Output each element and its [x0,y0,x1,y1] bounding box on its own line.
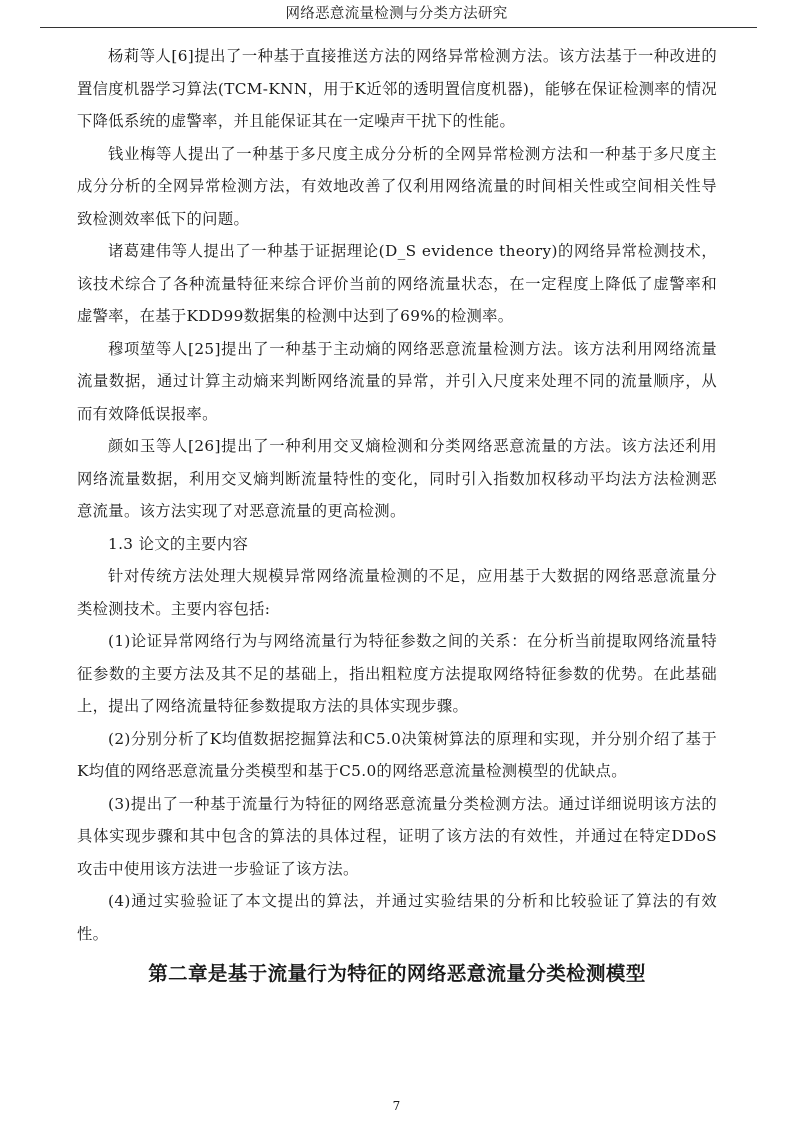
list-item-1: (1)论证异常网络行为与网络流量行为特征参数之间的关系：在分析当前提取网络流量特征参数的主要方法及其不足的基础上，指出粗粒度方法提取网络特征参数的优势。在此基础上，提出了网络流量特征参数提取方法的具体实现步骤。 [77,632,717,715]
paragraph-yan-ruyu: 颜如玉等人[26]提出了一种利用交叉熵检测和分类网络恶意流量的方法。该方法还利用网络流量数据，利用交叉熵判断流量特性的变化，同时引入指数加权移动平均法方法检测恶意流量。该方法实现了对恶意流量的更高检测。 [77,437,717,520]
list-item-3: (3)提出了一种基于流量行为特征的网络恶意流量分类检测方法。通过详细说明该方法的具体实现步骤和其中包含的算法的具体过程，证明了该方法的有效性，并通过在特定DDoS攻击中使用该方法进一步验证了该方法。 [77,794,717,878]
chapter-title: 第二章是基于流量行为特征的网络恶意流量分类检测模型 [148,962,646,985]
paragraph-zhuge-jianwei: 诸葛建伟等人提出了一种基于证据理论(D_S evidence theory)的网络异常检测技术，该技术综合了各种流量特征来综合评价当前的网络流量状态，在一定程度上降低了虚警率和虚警率，在基于KDD99数据集的检测中达到了69%的检测率。 [77,242,717,325]
section-heading: 1.3 论文的主要内容 [108,534,249,553]
paragraph-main-content-intro: 针对传统方法处理大规模异常网络流量检测的不足，应用基于大数据的网络恶意流量分类检测技术。主要内容包括: [77,567,717,618]
running-header: 网络恶意流量检测与分类方法研究 [285,6,508,22]
header-divider [40,27,757,28]
page-number: 7 [392,1099,401,1113]
list-item-2: (2)分别分析了K均值数据挖掘算法和C5.0决策树算法的原理和实现，并分别介绍了基于K均值的网络恶意流量分类模型和基于C5.0的网络恶意流量检测模型的优缺点。 [77,729,717,780]
paragraph-mu-xiangkun: 穆项堃等人[25]提出了一种基于主动熵的网络恶意流量检测方法。该方法利用网络流量流量数据，通过计算主动熵来判断网络流量的异常，并引入尺度来处理不同的流量顺序，从而有效降低误报率。 [77,339,717,423]
page-content [77,40,717,988]
paragraph-qian-yemei: 钱业梅等人提出了一种基于多尺度主成分分析的全网异常检测方法和一种基于多尺度主成分分析的全网异常检测方法，有效地改善了仅利用网络流量的时间相关性或空间相关性导致检测效率低下的问题。 [77,144,717,228]
list-item-4: (4)通过实验验证了本文提出的算法，并通过实验结果的分析和比较验证了算法的有效性。 [77,892,717,943]
paragraph-yang-li: 杨莉等人[6]提出了一种基于直接推送方法的网络异常检测方法。该方法基于一种改进的置信度机器学习算法(TCM-KNN，用于K近邻的透明置信度机器)，能够在保证检测率的情况下降低系统的虚警率，并且能保证其在一定噪声干扰下的性能。 [77,47,717,130]
